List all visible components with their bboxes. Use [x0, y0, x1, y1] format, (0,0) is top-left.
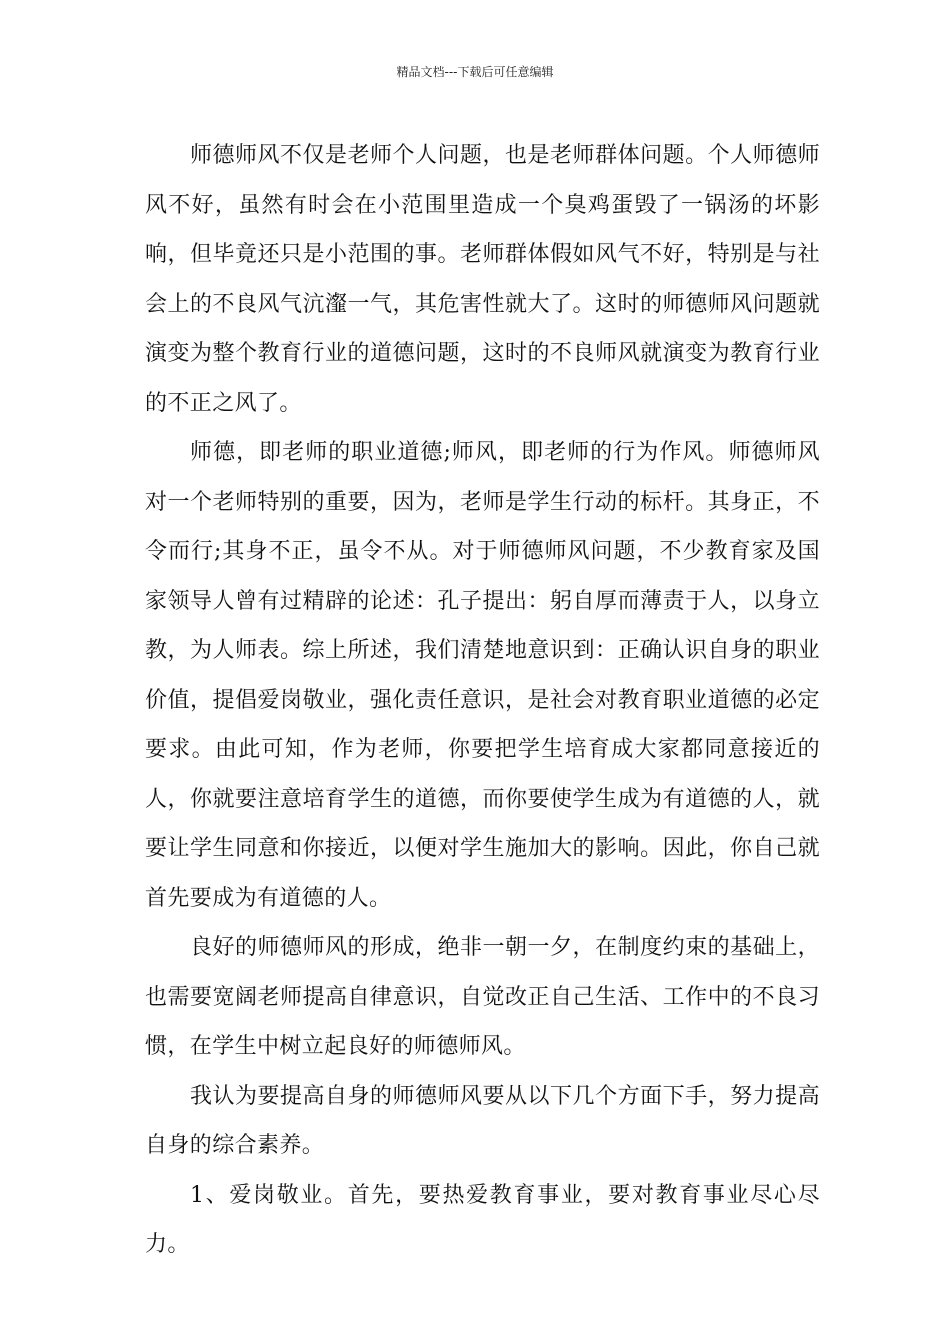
page-header: 精品文档---下载后可任意编辑: [396, 65, 554, 79]
document-body: [145, 131, 820, 1270]
paragraph-2: 师德，即老师的职业道德;师风，即老师的行为作风。师德师风对一个老师特别的重要，因为，老师是学生行动的标杆。其身正，不令而行;其身不正，虽令不从。对于师德师风问题，不少教育家及国家领导人曾有过精辟的论述：孔子提出：躬自厚而薄责于人，以身立教，为人师表。综上所述，我们清楚地意识到：正确认识自身的职业价值，提倡爱岗敬业，强化责任意识，是社会对教育职业道德的必定要求。由此可知，作为老师，你要把学生培育成大家都同意接近的人，你就要注意培育学生的道德，而你要使学生成为有道德的人，就要让学生同意和你接近，以便对学生施加大的影响。因此，你自己就首先要成为有道德的人。: [145, 440, 820, 911]
paragraph-4: 我认为要提高自身的师德师风要从以下几个方面下手，努力提高自身的综合素养。: [145, 1083, 820, 1158]
paragraph-5: 1、爱岗敬业。首先，要热爱教育事业，要对教育事业尽心尽力。: [145, 1182, 820, 1257]
paragraph-3: 良好的师德师风的形成，绝非一朝一夕，在制度约束的基础上，也需要宽阔老师提高自律意识，自觉改正自己生活、工作中的不良习惯，在学生中树立起良好的师德师风。: [145, 935, 820, 1059]
paragraph-1: 师德师风不仅是老师个人问题，也是老师群体问题。个人师德师风不好，虽然有时会在小范围里造成一个臭鸡蛋毁了一锅汤的坏影响，但毕竟还只是小范围的事。老师群体假如风气不好，特别是与社会上的不良风气沆瀣一气，其危害性就大了。这时的师德师风问题就演变为整个教育行业的道德问题，这时的不良师风就演变为教育行业的不正之风了。: [145, 143, 820, 416]
